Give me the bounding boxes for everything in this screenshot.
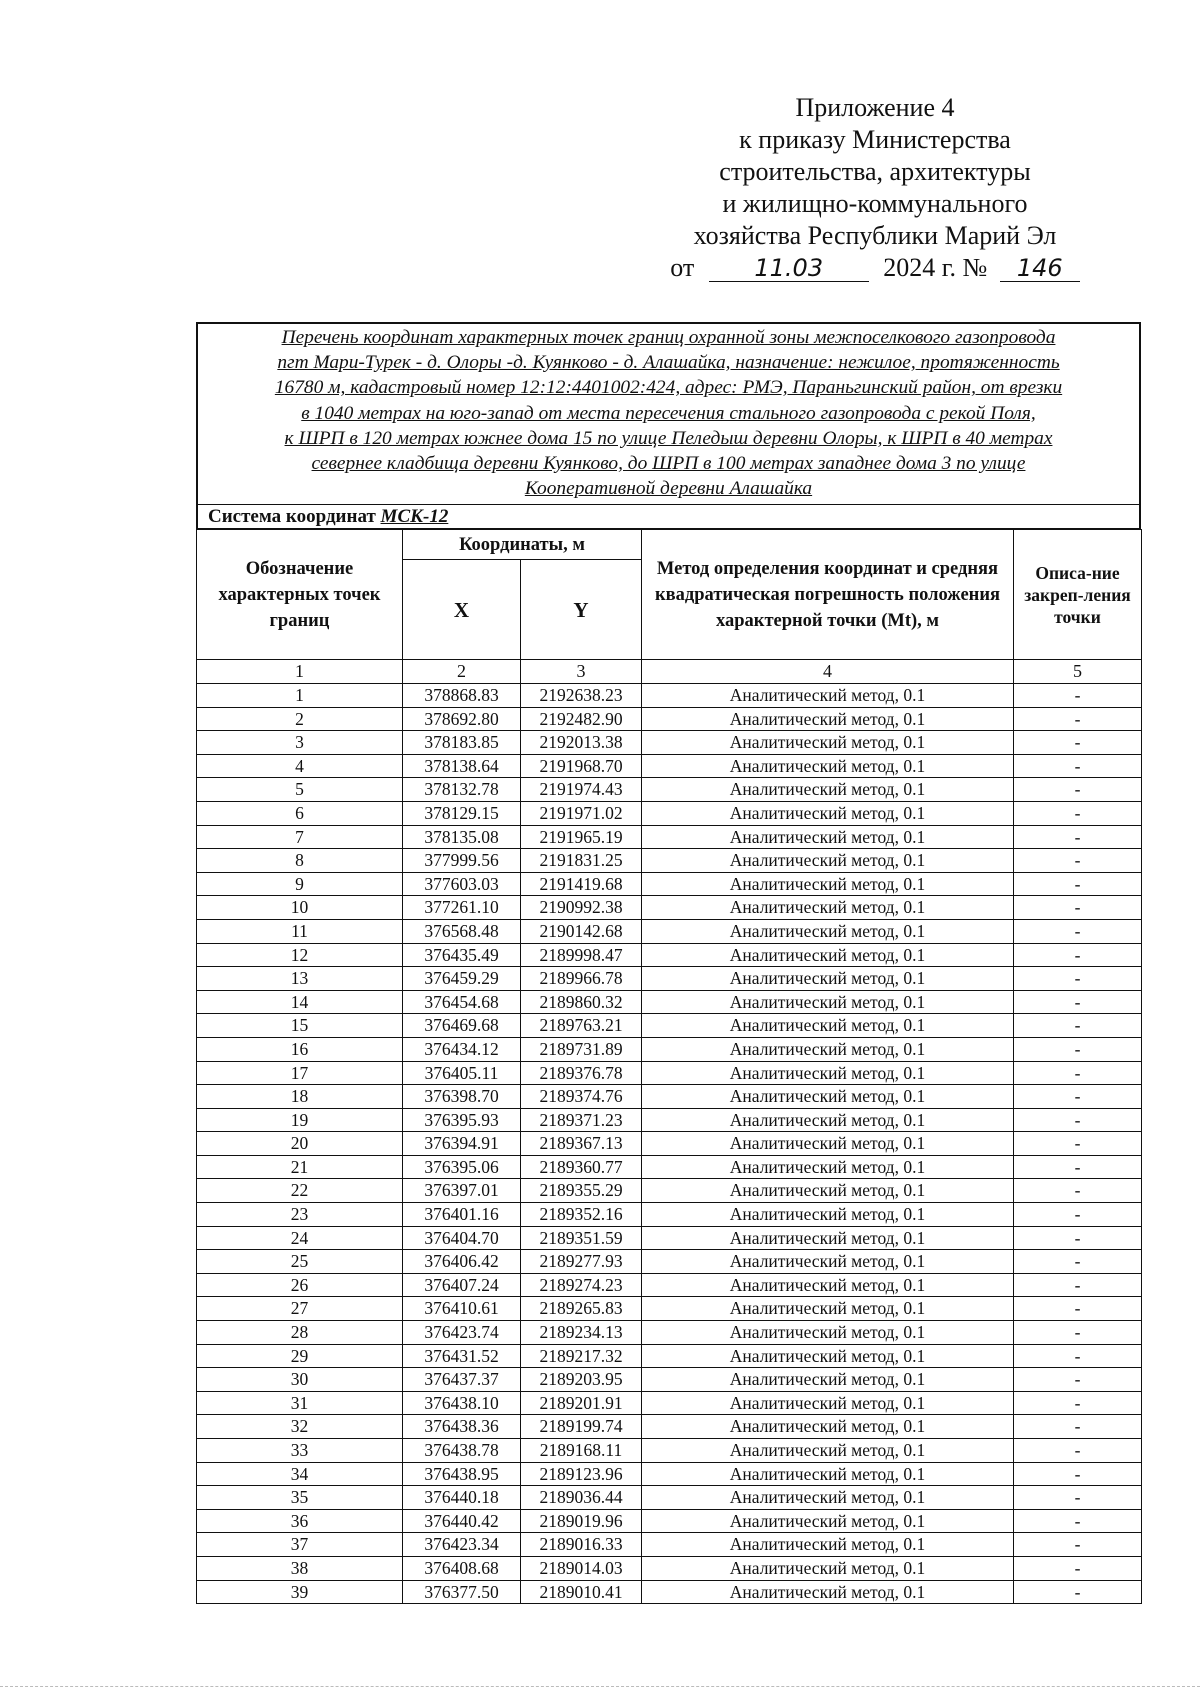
- point-number-cell: 6: [197, 801, 403, 825]
- x-coordinate-cell: 376395.93: [403, 1108, 521, 1132]
- method-cell: Аналитический метод, 0.1: [642, 1132, 1014, 1156]
- fixing-description-cell: -: [1014, 990, 1142, 1014]
- y-coordinate-cell: 2189199.74: [521, 1415, 642, 1439]
- method-cell: Аналитический метод, 0.1: [642, 872, 1014, 896]
- point-number-cell: 26: [197, 1273, 403, 1297]
- y-coordinate-cell: 2189351.59: [521, 1226, 642, 1250]
- x-coordinate-cell: 376395.06: [403, 1155, 521, 1179]
- column-number: 4: [642, 660, 1014, 684]
- table-row: [197, 1273, 1142, 1297]
- method-cell: Аналитический метод, 0.1: [642, 1439, 1014, 1463]
- y-coordinate-cell: 2189376.78: [521, 1061, 642, 1085]
- y-coordinate-cell: 2189010.41: [521, 1580, 642, 1604]
- method-cell: Аналитический метод, 0.1: [642, 1179, 1014, 1203]
- y-coordinate-cell: 2189201.91: [521, 1391, 642, 1415]
- y-coordinate-cell: 2191968.70: [521, 754, 642, 778]
- x-coordinate-cell: 376437.37: [403, 1368, 521, 1392]
- table-row: [197, 1321, 1142, 1345]
- table-row: [197, 1509, 1142, 1533]
- x-coordinate-cell: 376469.68: [403, 1014, 521, 1038]
- method-cell: Аналитический метод, 0.1: [642, 1391, 1014, 1415]
- table-row: [197, 1462, 1142, 1486]
- point-number-cell: 4: [197, 754, 403, 778]
- point-number-cell: 24: [197, 1226, 403, 1250]
- point-number-cell: 14: [197, 990, 403, 1014]
- point-number-cell: 22: [197, 1179, 403, 1203]
- table-row: [197, 1415, 1142, 1439]
- header-y: Y: [521, 560, 642, 660]
- x-coordinate-cell: 376431.52: [403, 1344, 521, 1368]
- point-number-cell: 35: [197, 1486, 403, 1510]
- x-coordinate-cell: 376440.18: [403, 1486, 521, 1510]
- method-cell: Аналитический метод, 0.1: [642, 1085, 1014, 1109]
- fixing-description-cell: -: [1014, 1226, 1142, 1250]
- date-prefix: от: [670, 253, 695, 282]
- fixing-description-cell: -: [1014, 1391, 1142, 1415]
- point-number-cell: 37: [197, 1533, 403, 1557]
- fixing-description-cell: -: [1014, 1321, 1142, 1345]
- y-coordinate-cell: 2189019.96: [521, 1509, 642, 1533]
- x-coordinate-cell: 376454.68: [403, 990, 521, 1014]
- x-coordinate-cell: 376459.29: [403, 967, 521, 991]
- date-year: 2024 г. №: [883, 253, 988, 282]
- coordinate-system-value: МСК-12: [380, 506, 449, 528]
- point-number-cell: 16: [197, 1037, 403, 1061]
- y-coordinate-cell: 2189355.29: [521, 1179, 642, 1203]
- y-coordinate-cell: 2189367.13: [521, 1132, 642, 1156]
- table-row: [197, 1179, 1142, 1203]
- page-bottom-divider: [0, 1686, 1200, 1687]
- fixing-description-cell: -: [1014, 1344, 1142, 1368]
- header-designation: Обозначение характерных точек границ: [197, 530, 403, 660]
- method-cell: Аналитический метод, 0.1: [642, 1580, 1014, 1604]
- method-cell: Аналитический метод, 0.1: [642, 1368, 1014, 1392]
- table-row: [197, 1226, 1142, 1250]
- method-cell: Аналитический метод, 0.1: [642, 1250, 1014, 1274]
- table-row: [197, 1368, 1142, 1392]
- table-row: [197, 1108, 1142, 1132]
- y-coordinate-cell: 2189966.78: [521, 967, 642, 991]
- method-cell: Аналитический метод, 0.1: [642, 1486, 1014, 1510]
- fixing-description-cell: -: [1014, 1250, 1142, 1274]
- point-number-cell: 25: [197, 1250, 403, 1274]
- table-row: [197, 967, 1142, 991]
- x-coordinate-cell: 378138.64: [403, 754, 521, 778]
- method-cell: Аналитический метод, 0.1: [642, 943, 1014, 967]
- x-coordinate-cell: 376377.50: [403, 1580, 521, 1604]
- fixing-description-cell: -: [1014, 1415, 1142, 1439]
- title-line: Кооперативной деревни Алашайка: [524, 478, 813, 500]
- header-description: Описа-ние закреп-ления точки: [1014, 530, 1142, 660]
- fixing-description-cell: -: [1014, 778, 1142, 802]
- handwritten-date: 11.03: [709, 255, 869, 282]
- x-coordinate-cell: 378692.80: [403, 707, 521, 731]
- x-coordinate-cell: 377603.03: [403, 872, 521, 896]
- method-cell: Аналитический метод, 0.1: [642, 849, 1014, 873]
- fixing-description-cell: -: [1014, 731, 1142, 755]
- fixing-description-cell: -: [1014, 943, 1142, 967]
- y-coordinate-cell: 2189203.95: [521, 1368, 642, 1392]
- fixing-description-cell: -: [1014, 872, 1142, 896]
- fixing-description-cell: -: [1014, 1273, 1142, 1297]
- x-coordinate-cell: 378868.83: [403, 684, 521, 708]
- coordinates-table: [196, 529, 1142, 1604]
- fixing-description-cell: -: [1014, 1439, 1142, 1463]
- point-number-cell: 28: [197, 1321, 403, 1345]
- table-row: [197, 707, 1142, 731]
- coordinates-document: [196, 322, 1141, 1604]
- table-row: [197, 801, 1142, 825]
- x-coordinate-cell: 376398.70: [403, 1085, 521, 1109]
- table-row: [197, 1155, 1142, 1179]
- fixing-description-cell: -: [1014, 919, 1142, 943]
- y-coordinate-cell: 2189265.83: [521, 1297, 642, 1321]
- x-coordinate-cell: 377261.10: [403, 896, 521, 920]
- title-line: севернее кладбища деревни Куянково, до ШРП в 100 метрах западнее дома 3 по улице: [311, 453, 1026, 475]
- y-coordinate-cell: 2191831.25: [521, 849, 642, 873]
- x-coordinate-cell: 376407.24: [403, 1273, 521, 1297]
- table-row: [197, 1391, 1142, 1415]
- title-line: Перечень координат характерных точек границ охранной зоны межпоселкового газопровода: [281, 327, 1056, 348]
- table-row: [197, 1250, 1142, 1274]
- x-coordinate-cell: 376568.48: [403, 919, 521, 943]
- point-number-cell: 15: [197, 1014, 403, 1038]
- method-cell: Аналитический метод, 0.1: [642, 896, 1014, 920]
- table-row: [197, 684, 1142, 708]
- point-number-cell: 2: [197, 707, 403, 731]
- method-cell: Аналитический метод, 0.1: [642, 1509, 1014, 1533]
- method-cell: Аналитический метод, 0.1: [642, 1321, 1014, 1345]
- appendix-line: строительства, архитектуры: [719, 157, 1031, 186]
- header-coordinates: Координаты, м: [403, 530, 642, 560]
- method-cell: Аналитический метод, 0.1: [642, 825, 1014, 849]
- point-number-cell: 1: [197, 684, 403, 708]
- table-row: [197, 1556, 1142, 1580]
- x-coordinate-cell: 376404.70: [403, 1226, 521, 1250]
- method-cell: Аналитический метод, 0.1: [642, 1462, 1014, 1486]
- table-row: [197, 990, 1142, 1014]
- title-line: в 1040 метрах на юго-запад от места пересечения стального газопровода с рекой Поля,: [301, 402, 1036, 424]
- order-date-line: [640, 252, 1110, 284]
- x-coordinate-cell: 378129.15: [403, 801, 521, 825]
- fixing-description-cell: -: [1014, 684, 1142, 708]
- table-row: [197, 1061, 1142, 1085]
- fixing-description-cell: -: [1014, 1203, 1142, 1227]
- table-row: [197, 943, 1142, 967]
- y-coordinate-cell: 2189371.23: [521, 1108, 642, 1132]
- handwritten-order-number: 146: [1000, 255, 1080, 282]
- point-number-cell: 36: [197, 1509, 403, 1533]
- y-coordinate-cell: 2189360.77: [521, 1155, 642, 1179]
- point-number-cell: 3: [197, 731, 403, 755]
- table-row: [197, 778, 1142, 802]
- x-coordinate-cell: 378132.78: [403, 778, 521, 802]
- fixing-description-cell: -: [1014, 1580, 1142, 1604]
- method-cell: Аналитический метод, 0.1: [642, 990, 1014, 1014]
- column-number: 2: [403, 660, 521, 684]
- method-cell: Аналитический метод, 0.1: [642, 1203, 1014, 1227]
- fixing-description-cell: -: [1014, 1061, 1142, 1085]
- x-coordinate-cell: 376408.68: [403, 1556, 521, 1580]
- point-number-cell: 12: [197, 943, 403, 967]
- x-coordinate-cell: 376438.78: [403, 1439, 521, 1463]
- y-coordinate-cell: 2189277.93: [521, 1250, 642, 1274]
- point-number-cell: 32: [197, 1415, 403, 1439]
- coordinate-system-label: Система координат: [208, 506, 376, 528]
- y-coordinate-cell: 2192013.38: [521, 731, 642, 755]
- x-coordinate-cell: 377999.56: [403, 849, 521, 873]
- fixing-description-cell: -: [1014, 1085, 1142, 1109]
- y-coordinate-cell: 2189014.03: [521, 1556, 642, 1580]
- appendix-line: Приложение 4: [795, 93, 955, 122]
- fixing-description-cell: -: [1014, 801, 1142, 825]
- fixing-description-cell: -: [1014, 1037, 1142, 1061]
- method-cell: Аналитический метод, 0.1: [642, 1061, 1014, 1085]
- method-cell: Аналитический метод, 0.1: [642, 967, 1014, 991]
- point-number-cell: 29: [197, 1344, 403, 1368]
- x-coordinate-cell: 376397.01: [403, 1179, 521, 1203]
- appendix-header: [640, 92, 1110, 284]
- method-cell: Аналитический метод, 0.1: [642, 754, 1014, 778]
- method-cell: Аналитический метод, 0.1: [642, 1014, 1014, 1038]
- x-coordinate-cell: 378135.08: [403, 825, 521, 849]
- fixing-description-cell: -: [1014, 849, 1142, 873]
- table-row: [197, 754, 1142, 778]
- document-frame: [196, 322, 1141, 529]
- table-row: [197, 872, 1142, 896]
- point-number-cell: 8: [197, 849, 403, 873]
- fixing-description-cell: -: [1014, 1556, 1142, 1580]
- y-coordinate-cell: 2189274.23: [521, 1273, 642, 1297]
- method-cell: Аналитический метод, 0.1: [642, 778, 1014, 802]
- x-coordinate-cell: 376410.61: [403, 1297, 521, 1321]
- point-number-cell: 33: [197, 1439, 403, 1463]
- fixing-description-cell: -: [1014, 1486, 1142, 1510]
- x-coordinate-cell: 376405.11: [403, 1061, 521, 1085]
- appendix-line: и жилищно-коммунального: [722, 189, 1028, 218]
- point-number-cell: 10: [197, 896, 403, 920]
- fixing-description-cell: -: [1014, 754, 1142, 778]
- x-coordinate-cell: 378183.85: [403, 731, 521, 755]
- x-coordinate-cell: 376423.34: [403, 1533, 521, 1557]
- method-cell: Аналитический метод, 0.1: [642, 801, 1014, 825]
- method-cell: Аналитический метод, 0.1: [642, 1344, 1014, 1368]
- table-row: [197, 1203, 1142, 1227]
- header-x: X: [403, 560, 521, 660]
- y-coordinate-cell: 2189374.76: [521, 1085, 642, 1109]
- appendix-line: к приказу Министерства: [739, 125, 1011, 154]
- method-cell: Аналитический метод, 0.1: [642, 1108, 1014, 1132]
- point-number-cell: 23: [197, 1203, 403, 1227]
- point-number-cell: 30: [197, 1368, 403, 1392]
- x-coordinate-cell: 376438.36: [403, 1415, 521, 1439]
- method-cell: Аналитический метод, 0.1: [642, 1556, 1014, 1580]
- method-cell: Аналитический метод, 0.1: [642, 919, 1014, 943]
- point-number-cell: 21: [197, 1155, 403, 1179]
- table-row: [197, 1037, 1142, 1061]
- table-row: [197, 1014, 1142, 1038]
- title-line: 16780 м, кадастровый номер 12:12:4401002:424, адрес: РМЭ, Параньгинский район, от врезки: [274, 377, 1063, 399]
- x-coordinate-cell: 376438.10: [403, 1391, 521, 1415]
- table-row: [197, 1580, 1142, 1604]
- x-coordinate-cell: 376406.42: [403, 1250, 521, 1274]
- x-coordinate-cell: 376440.42: [403, 1509, 521, 1533]
- fixing-description-cell: -: [1014, 1155, 1142, 1179]
- y-coordinate-cell: 2189036.44: [521, 1486, 642, 1510]
- y-coordinate-cell: 2189731.89: [521, 1037, 642, 1061]
- y-coordinate-cell: 2189016.33: [521, 1533, 642, 1557]
- table-row: [197, 1533, 1142, 1557]
- y-coordinate-cell: 2191974.43: [521, 778, 642, 802]
- y-coordinate-cell: 2189998.47: [521, 943, 642, 967]
- y-coordinate-cell: 2189860.32: [521, 990, 642, 1014]
- y-coordinate-cell: 2191965.19: [521, 825, 642, 849]
- y-coordinate-cell: 2190142.68: [521, 919, 642, 943]
- point-number-cell: 17: [197, 1061, 403, 1085]
- fixing-description-cell: -: [1014, 707, 1142, 731]
- y-coordinate-cell: 2189234.13: [521, 1321, 642, 1345]
- y-coordinate-cell: 2189123.96: [521, 1462, 642, 1486]
- method-cell: Аналитический метод, 0.1: [642, 1155, 1014, 1179]
- method-cell: Аналитический метод, 0.1: [642, 707, 1014, 731]
- point-number-cell: 13: [197, 967, 403, 991]
- y-coordinate-cell: 2190992.38: [521, 896, 642, 920]
- table-row: [197, 1085, 1142, 1109]
- point-number-cell: 9: [197, 872, 403, 896]
- table-row: [197, 1439, 1142, 1463]
- method-cell: Аналитический метод, 0.1: [642, 1533, 1014, 1557]
- table-row: [197, 919, 1142, 943]
- table-row: [197, 731, 1142, 755]
- y-coordinate-cell: 2191419.68: [521, 872, 642, 896]
- y-coordinate-cell: 2192482.90: [521, 707, 642, 731]
- column-number: 3: [521, 660, 642, 684]
- method-cell: Аналитический метод, 0.1: [642, 1273, 1014, 1297]
- point-number-cell: 38: [197, 1556, 403, 1580]
- fixing-description-cell: -: [1014, 1297, 1142, 1321]
- document-title: [198, 324, 1139, 505]
- table-row: [197, 825, 1142, 849]
- column-numbers-row: [197, 660, 1142, 684]
- point-number-cell: 7: [197, 825, 403, 849]
- fixing-description-cell: -: [1014, 825, 1142, 849]
- point-number-cell: 18: [197, 1085, 403, 1109]
- y-coordinate-cell: 2189763.21: [521, 1014, 642, 1038]
- point-number-cell: 19: [197, 1108, 403, 1132]
- coordinate-system: [198, 505, 1139, 529]
- table-row: [197, 896, 1142, 920]
- title-line: пгт Мари-Турек - д. Олоры -д. Куянково - д. Алашайка, назначение: нежилое, протяженность: [277, 352, 1060, 374]
- fixing-description-cell: -: [1014, 896, 1142, 920]
- y-coordinate-cell: 2189352.16: [521, 1203, 642, 1227]
- fixing-description-cell: -: [1014, 1014, 1142, 1038]
- table-row: [197, 1486, 1142, 1510]
- x-coordinate-cell: 376401.16: [403, 1203, 521, 1227]
- y-coordinate-cell: 2189168.11: [521, 1439, 642, 1463]
- point-number-cell: 34: [197, 1462, 403, 1486]
- y-coordinate-cell: 2192638.23: [521, 684, 642, 708]
- x-coordinate-cell: 376423.74: [403, 1321, 521, 1345]
- column-number: 1: [197, 660, 403, 684]
- table-row: [197, 1132, 1142, 1156]
- method-cell: Аналитический метод, 0.1: [642, 1226, 1014, 1250]
- fixing-description-cell: -: [1014, 1533, 1142, 1557]
- point-number-cell: 5: [197, 778, 403, 802]
- y-coordinate-cell: 2189217.32: [521, 1344, 642, 1368]
- point-number-cell: 27: [197, 1297, 403, 1321]
- point-number-cell: 11: [197, 919, 403, 943]
- x-coordinate-cell: 376394.91: [403, 1132, 521, 1156]
- fixing-description-cell: -: [1014, 1509, 1142, 1533]
- method-cell: Аналитический метод, 0.1: [642, 1297, 1014, 1321]
- fixing-description-cell: -: [1014, 1368, 1142, 1392]
- method-cell: Аналитический метод, 0.1: [642, 684, 1014, 708]
- fixing-description-cell: -: [1014, 1179, 1142, 1203]
- y-coordinate-cell: 2191971.02: [521, 801, 642, 825]
- point-number-cell: 31: [197, 1391, 403, 1415]
- method-cell: Аналитический метод, 0.1: [642, 1415, 1014, 1439]
- point-number-cell: 20: [197, 1132, 403, 1156]
- fixing-description-cell: -: [1014, 967, 1142, 991]
- method-cell: Аналитический метод, 0.1: [642, 731, 1014, 755]
- column-number: 5: [1014, 660, 1142, 684]
- x-coordinate-cell: 376438.95: [403, 1462, 521, 1486]
- table-row: [197, 849, 1142, 873]
- method-cell: Аналитический метод, 0.1: [642, 1037, 1014, 1061]
- fixing-description-cell: -: [1014, 1108, 1142, 1132]
- x-coordinate-cell: 376434.12: [403, 1037, 521, 1061]
- title-line: к ШРП в 120 метрах южнее дома 15 по улице Пеледыш деревни Олоры, к ШРП в 40 метрах: [284, 427, 1053, 449]
- fixing-description-cell: -: [1014, 1132, 1142, 1156]
- fixing-description-cell: -: [1014, 1462, 1142, 1486]
- table-body: [197, 684, 1142, 1604]
- header-method: Метод определения координат и средняя квадратическая погрешность положения характерной точки (Mt), м: [642, 530, 1014, 660]
- x-coordinate-cell: 376435.49: [403, 943, 521, 967]
- table-row: [197, 1297, 1142, 1321]
- appendix-line: хозяйства Республики Марий Эл: [693, 221, 1057, 250]
- point-number-cell: 39: [197, 1580, 403, 1604]
- table-row: [197, 1344, 1142, 1368]
